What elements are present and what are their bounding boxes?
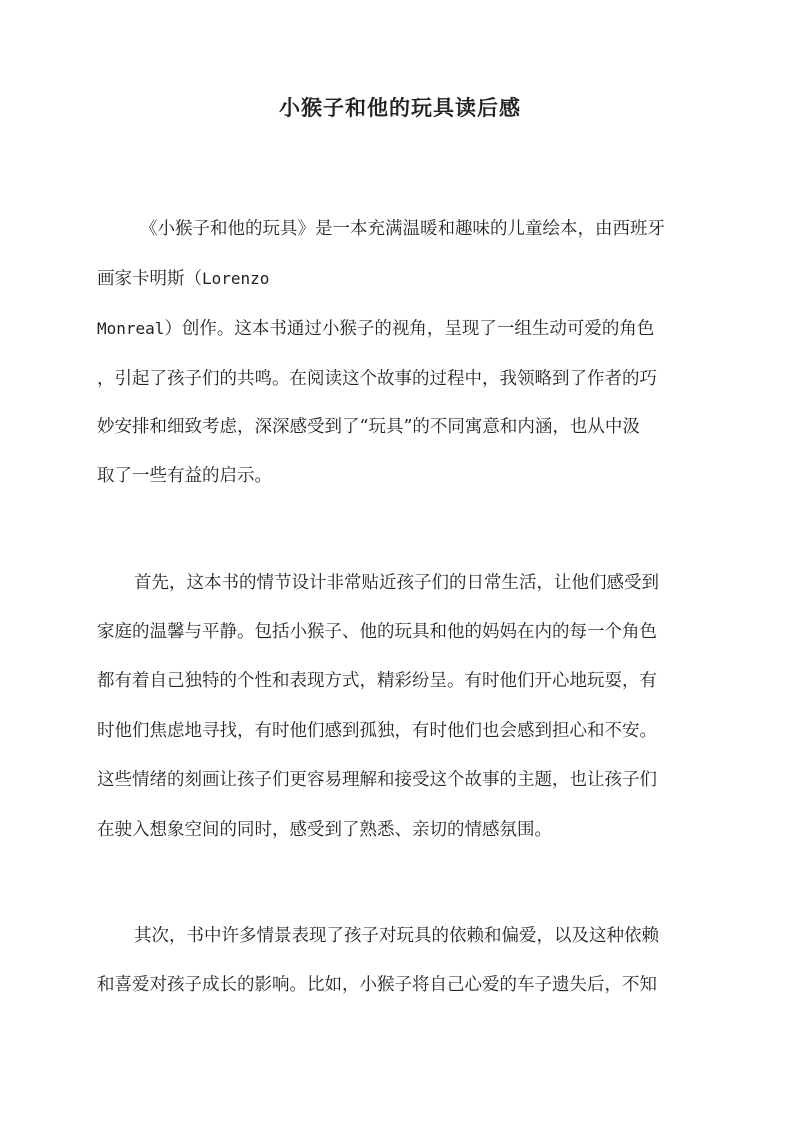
paragraph-2-line-2: 家庭的温馨与平静。包括小猴子、他的玩具和他的妈妈在内的每一个角色 — [97, 622, 657, 642]
paragraph-3-line-2: 和喜爱对孩子成长的影响。比如，小猴子将自己心爱的车子遗失后，不知 — [97, 975, 657, 995]
paragraph-1-line-4: ，引起了孩子们的共鸣。在阅读这个故事的过程中，我领略到了作者的巧 — [97, 369, 657, 389]
paragraph-1-line-1: 《小猴子和他的玩具》是一本充满温暖和趣味的儿童绘本，由西班牙 — [140, 219, 665, 239]
paragraph-1-line-3-cn: ）创作。这本书通过小猴子的视角，呈现了一组生动可爱的角色 — [164, 319, 655, 339]
paragraph-1-line-2 — [97, 264, 717, 294]
paragraph-2-line-1: 首先，这本书的情节设计非常贴近孩子们的日常生活，让他们感受到 — [134, 573, 659, 593]
paragraph-2-line-4: 时他们焦虑地寻找，有时他们感到孤独，有时他们也会感到担心和不安。 — [97, 721, 657, 741]
paragraph-1-line-2-latin: Lorenzo — [202, 269, 270, 288]
paragraph-2-line-3: 都有着自己独特的个性和表现方式，精彩纷呈。有时他们开心地玩耍，有 — [97, 671, 657, 691]
paragraph-2-line-5: 这些情绪的刻画让孩子们更容易理解和接受这个故事的主题，也让孩子们 — [97, 770, 657, 790]
paragraph-1-line-3 — [97, 314, 717, 344]
paragraph-3-line-1: 其次，书中许多情景表现了孩子对玩具的依赖和偏爱，以及这种依赖 — [134, 926, 659, 946]
paragraph-2-line-6: 在驶入想象空间的同时，感受到了熟悉、亲切的情感氛围。 — [97, 820, 552, 840]
document-title: 小猴子和他的玩具读后感 — [279, 95, 521, 120]
paragraph-1-line-6: 取了一些有益的启示。 — [97, 466, 272, 486]
paragraph-1-line-2-cn: 画家卡明斯（ — [97, 269, 202, 289]
paragraph-1-line-3-latin: Monreal — [97, 319, 165, 338]
paragraph-1-line-5: 妙安排和细致考虑，深深感受到了“玩具”的不同寓意和内涵，也从中汲 — [97, 417, 640, 437]
